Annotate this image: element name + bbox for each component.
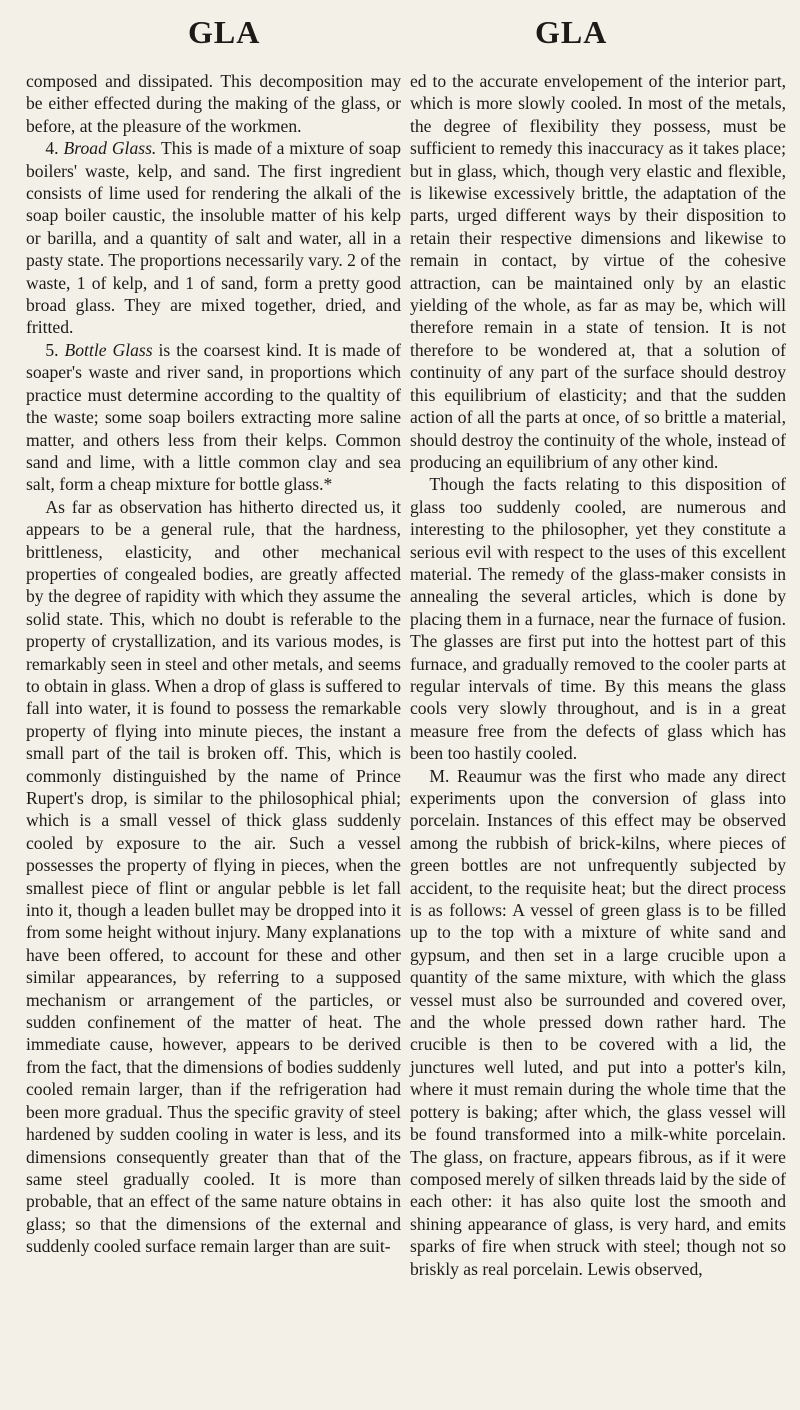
section-heading: Bottle Glass — [64, 339, 153, 360]
paragraph: M. Reaumur was the first who made any direct experiments upon the conversion of glass into porcelain. Instances of this effect may be observed among the rubbish of brick-kilns, where pieces of green bottles are not unfrequently subjected by accident, to the requisite heat; but the direct process is as follows: A vessel of green glass is to be filled up to the top with a mixture of white sand and gypsum, and then set in a large crucible upon a quantity of the same mixture, with which the glass vessel must also be surrounded and covered over, and the whole pressed down rather hard. The crucible is then to be covered with a lid, the junctures well luted, and put into a potter's kiln, where it must remain during the whole time that the pottery is baking; after which, the glass vessel will be found transformed into a milk-white porcelain. The glass, on fracture, appears fibrous, as if it were composed merely of silken threads laid by the side of each other: it has also quite lost the smooth and shining appearance of glass, is very hard, and emits sparks of fire when struck with steel; though not so briskly as real porcelain. Lewis observed, — [410, 765, 786, 1279]
left-column — [26, 70, 401, 1258]
section-number: 4. — [45, 138, 59, 159]
paragraph: ed to the accurate envelopement of the interior part, which is more slowly cooled. In most of the metals, the degree of flexibility they possess, must be sufficient to remedy this inaccuracy as it takes place; but in glass, which, though very elastic and flexible, is likewise excessively brittle, the adaptation of the parts, urged different ways by their disposition to retain their respective dimensions and likewise to remain in contact, by virtue of the cohesive attraction, can be maintained only by an elastic yielding of the whole, as far as may be, which will therefore remain in a state of tension. It is not therefore to be wondered at, that a solution of continuity of any part of the surface should destroy this equilibrium of elasticity; and that the sudden action of all the parts at once, of so brittle a material, should destroy the continuity of the whole, instead of producing an equilibrium of any other kind. — [410, 71, 786, 472]
section-text: This is made of a mixture of soap boilers' waste, kelp, and sand. The first ingredient consists of lime used for rendering the alkali of the soap boiler caustic, the insoluble matter of his kelp or barilla, and a quantity of salt and water, all in a pasty state. The proportions necessarily vary. 2 of the waste, 1 of kelp, and 1 of sand, form a pretty good broad glass. They are mixed together, dried, and fritted. — [26, 138, 401, 338]
section-text: is the coarsest kind. It is made of soaper's waste and river sand, in proportions which practice must determine according to the qualtity of the waste; some soap boilers extracting more saline matter, and others less from their kelps. Common sand and lime, with a little common clay and sea salt, form a cheap mixture for bottle glass.* — [26, 339, 401, 495]
paragraph: As far as observation has hitherto directed us, it appears to be a general rule, that the hardness, brittleness, elasticity, and other mechanical properties of congealed bodies, are greatly affected by the degree of rapidity with which they assume the solid state. This, which no doubt is referable to the property of crystallization, and its various modes, is remarkably seen in steel and other metals, and seems to obtain in glass. When a drop of glass is suffered to fall into water, it is found to possess the remarkable property of flying into minute pieces, the instant a small part of the tail is broken off. This, which is commonly distinguished by the name of Prince Rupert's drop, is similar to the philosophical phial; which is a small vessel of thick glass suddenly cooled by exposure to the air. Such a vessel possesses the property of flying in pieces, when the smallest piece of flint or angular pebble is let fall into it, though a leaden bullet may be dropped into it from some height without injury. Many explanations have been offered, to account for these and other similar appearances, by referring to a supposed mechanism or arrangement of the particles, or sudden confinement of the matter of heat. The immediate cause, however, appears to be derived from the fact, that the dimensions of bodies suddenly cooled remain larger, than if the refrigeration had been more gradual. Thus the specific gravity of steel hardened by sudden cooling in water is less, and its dimensions consequently greater than that of the same steel gradually cooled. It is more than probable, that an effect of the same nature obtains in glass; so that the dimensions of the external and suddenly cooled surface remain larger than are suit- — [26, 496, 401, 1257]
paragraph-broad-glass — [26, 137, 401, 339]
running-head-right: GLA — [535, 14, 608, 50]
paragraph: composed and dissipated. This decomposition may be either effected during the making of the glass, or before, at the pleasure of the workmen. — [26, 71, 401, 136]
running-head-left: GLA — [188, 14, 261, 50]
section-number: 5. — [45, 339, 59, 360]
right-column — [410, 70, 786, 1280]
paragraph: Though the facts relating to this disposition of glass too suddenly cooled, are numerous and interesting to the philosopher, yet they constitute a serious evil with respect to the uses of this excellent material. The remedy of the glass-maker consists in annealing the several articles, which is done by placing them in a furnace, near the furnace of fusion. The glasses are first put into the hottest part of this furnace, and gradually removed to the cooler parts at regular intervals of time. By this means the glass cools very slowly throughout, and is in a great measure free from the defects of glass which has been too hastily cooled. — [410, 474, 786, 764]
paragraph-bottle-glass — [26, 339, 401, 496]
section-heading: Broad Glass. — [63, 138, 157, 159]
